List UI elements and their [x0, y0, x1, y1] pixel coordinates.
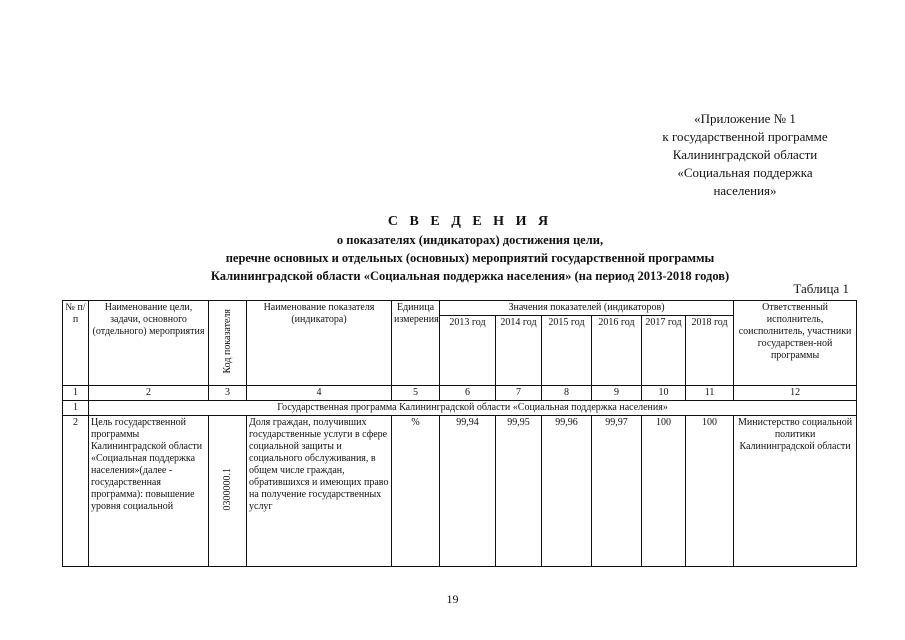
- appendix-line-1: «Приложение № 1: [694, 111, 796, 126]
- header-code-text: Код показателя: [221, 308, 233, 374]
- appendix-line-3: Калининградской области: [672, 147, 818, 162]
- program-row-title: Государственная программа Калининградской области «Социальная поддержка населения»: [89, 401, 857, 416]
- column-number: 4: [247, 386, 392, 401]
- header-year: 2016 год: [592, 316, 642, 386]
- column-number: 10: [642, 386, 686, 401]
- heading-line-1: о показателях (индикаторах) достижения цели,: [336, 233, 604, 247]
- indicators-table: [62, 300, 857, 567]
- column-number: 9: [592, 386, 642, 401]
- appendix-block: [600, 110, 890, 200]
- header-year: 2018 год: [686, 316, 734, 386]
- header-num: № п/п: [63, 301, 89, 386]
- column-number: 8: [542, 386, 592, 401]
- column-number: 7: [496, 386, 542, 401]
- row-value: 99,96: [542, 416, 592, 567]
- column-number: 12: [734, 386, 857, 401]
- row-num: 2: [63, 416, 89, 567]
- row-responsible: Министерство социальной политики Калининградской области: [734, 416, 857, 567]
- row-goal: Цель государственной программы Калининградской области «Социальная поддержка населения»(далее - государственная программа): повышение уровня социальной: [89, 416, 209, 567]
- header-year: 2017 год: [642, 316, 686, 386]
- column-number: 3: [209, 386, 247, 401]
- row-code-text: 0300000.1: [221, 467, 233, 511]
- header-code: [209, 301, 247, 386]
- table-label: Таблица 1: [793, 281, 849, 296]
- header-year: 2013 год: [440, 316, 496, 386]
- page-number: 19: [446, 592, 459, 606]
- appendix-line-5: населения»: [713, 183, 777, 198]
- column-number: 11: [686, 386, 734, 401]
- heading-line-2: перечне основных и отдельных (основных) мероприятий государственной программы: [225, 251, 715, 265]
- header-unit: Единица измерения: [392, 301, 440, 386]
- document-heading: [60, 213, 880, 285]
- row-unit: %: [392, 416, 440, 567]
- program-row-num: 1: [63, 401, 89, 416]
- header-year: 2014 год: [496, 316, 542, 386]
- header-year: 2015 год: [542, 316, 592, 386]
- row-value: 99,97: [592, 416, 642, 567]
- column-number-row: [63, 386, 857, 401]
- header-goal-name: Наименование цели, задачи, основного (отдельного) мероприятия: [89, 301, 209, 386]
- row-value: 99,95: [496, 416, 542, 567]
- column-number: 2: [89, 386, 209, 401]
- row-value: 99,94: [440, 416, 496, 567]
- header-values-group: Значения показателей (индикаторов): [440, 301, 734, 316]
- heading-line-3: Калининградской области «Социальная поддержка населения» (на период 2013-2018 годов): [210, 269, 730, 283]
- row-indicator: Доля граждан, получивших государственные услуги в сфере социальной защиты и социального обслуживания, в общем числе граждан, обратившихся и имеющих право на получение государственных услуг: [247, 416, 392, 567]
- row-code: [209, 416, 247, 567]
- header-row-1: [63, 301, 857, 316]
- column-number: 6: [440, 386, 496, 401]
- header-indicator-name: Наименование показателя (индикатора): [247, 301, 392, 386]
- table-row: [63, 416, 857, 567]
- appendix-line-2: к государственной программе: [662, 129, 828, 144]
- column-number: 5: [392, 386, 440, 401]
- header-responsible: Ответственный исполнитель, соисполнитель, участники государствен-ной программы: [734, 301, 857, 386]
- row-value: 100: [642, 416, 686, 567]
- row-value: 100: [686, 416, 734, 567]
- appendix-line-4: «Социальная поддержка: [677, 165, 813, 180]
- program-row: [63, 401, 857, 416]
- column-number: 1: [63, 386, 89, 401]
- heading-title: С В Е Д Е Н И Я: [387, 214, 553, 229]
